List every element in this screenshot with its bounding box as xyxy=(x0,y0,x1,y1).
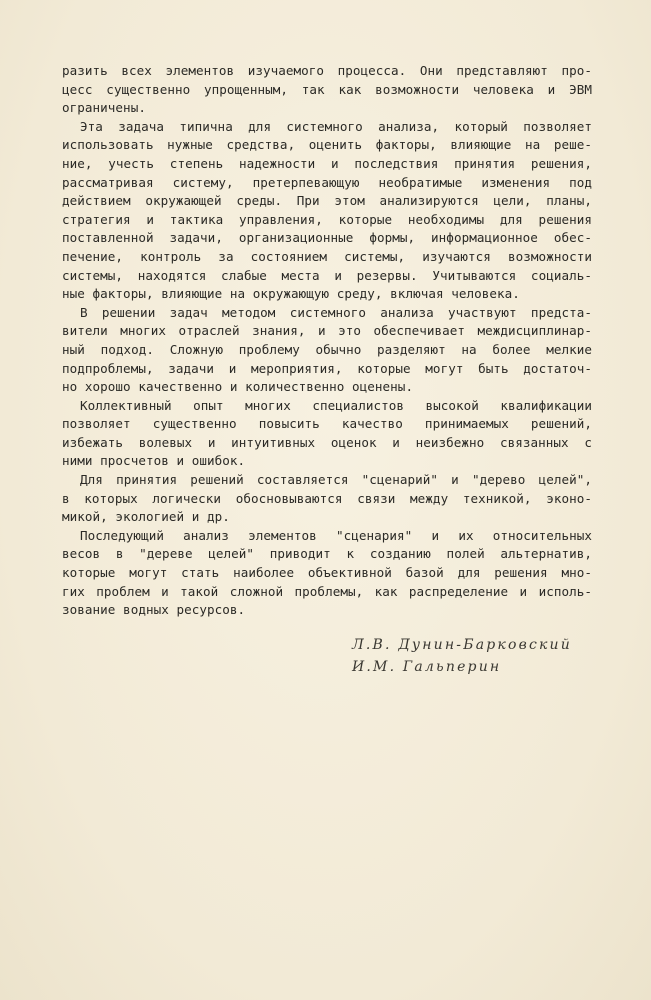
text-line-6: ние, учесть степень надежности и последствия принятия решения, xyxy=(62,155,592,171)
text-line-5: использовать нужные средства, оценить факторы, влияющие на реше- xyxy=(62,137,592,153)
text-line-10: поставленной задачи, организационные формы, информационное обес- xyxy=(62,230,592,246)
text-line-23: Для принятия решений составляется "сценарий" и "дерево целей", xyxy=(80,472,592,488)
text-line-17: подпроблемы, задачи и мероприятия, которые могут быть достаточ- xyxy=(62,360,592,376)
text-line-8: действием окружающей среды. При этом анализируются цели, планы, xyxy=(62,193,592,209)
author-signatures xyxy=(352,634,572,678)
text-line-9: стратегия и тактика управления, которые необходимы для решения xyxy=(62,211,592,227)
text-line-24: в которых логически обосновываются связи между техникой, эконо- xyxy=(62,490,592,506)
text-line-18: но хорошо качественно и количественно оценены. xyxy=(62,379,414,395)
text-line-28: которые могут стать наиболее объективной базой для решения мно- xyxy=(62,565,592,581)
text-line-4: Эта задача типична для системного анализа, который позволяет xyxy=(80,118,592,134)
text-line-7: рассматривая систему, претерпевающую необратимые изменения под xyxy=(62,174,592,190)
text-line-29: гих проблем и такой сложной проблемы, как распределение и исполь- xyxy=(62,583,592,599)
text-line-15: вители многих отраслей знания, и это обеспечивает междисциплинар- xyxy=(62,323,592,339)
text-line-13: ные факторы, влияющие на окружающую среду, включая человека. xyxy=(62,286,520,302)
author-1: Л.В. Дунин-Барковский xyxy=(352,637,572,653)
text-line-20: позволяет существенно повысить качество принимаемых решений, xyxy=(62,416,592,432)
text-line-30: зование водных ресурсов. xyxy=(62,602,246,618)
text-line-1: разить всех элементов изучаемого процесса. Они представляют про- xyxy=(62,63,592,78)
text-line-12: системы, находятся слабые места и резервы. Учитываются социаль- xyxy=(62,267,592,283)
text-line-21: избежать волевых и интуитивных оценок и неизбежно связанных с xyxy=(62,434,592,450)
text-line-19: Коллективный опыт многих специалистов высокой квалификации xyxy=(80,397,592,413)
author-2: И.М. Гальперин xyxy=(352,659,502,675)
text-line-25: микой, экологией и др. xyxy=(62,509,230,525)
text-line-14: В решении задач методом системного анализа участвуют предста- xyxy=(80,304,592,320)
text-line-22: ними просчетов и ошибок. xyxy=(62,453,246,469)
text-line-27: весов в "дереве целей" приводит к созданию полей альтернатив, xyxy=(62,546,592,562)
text-line-11: печение, контроль за состоянием системы, изучаются возможности xyxy=(62,248,592,264)
text-line-2: цесс существенно упрощенным, так как возможности человека и ЭВМ xyxy=(62,81,592,97)
text-line-26: Последующий анализ элементов "сценария" и их относительных xyxy=(80,527,592,543)
body-text xyxy=(62,62,592,620)
text-line-16: ный подход. Сложную проблему обычно разделяют на более мелкие xyxy=(62,341,592,357)
text-line-3: ограничены. xyxy=(62,100,146,116)
